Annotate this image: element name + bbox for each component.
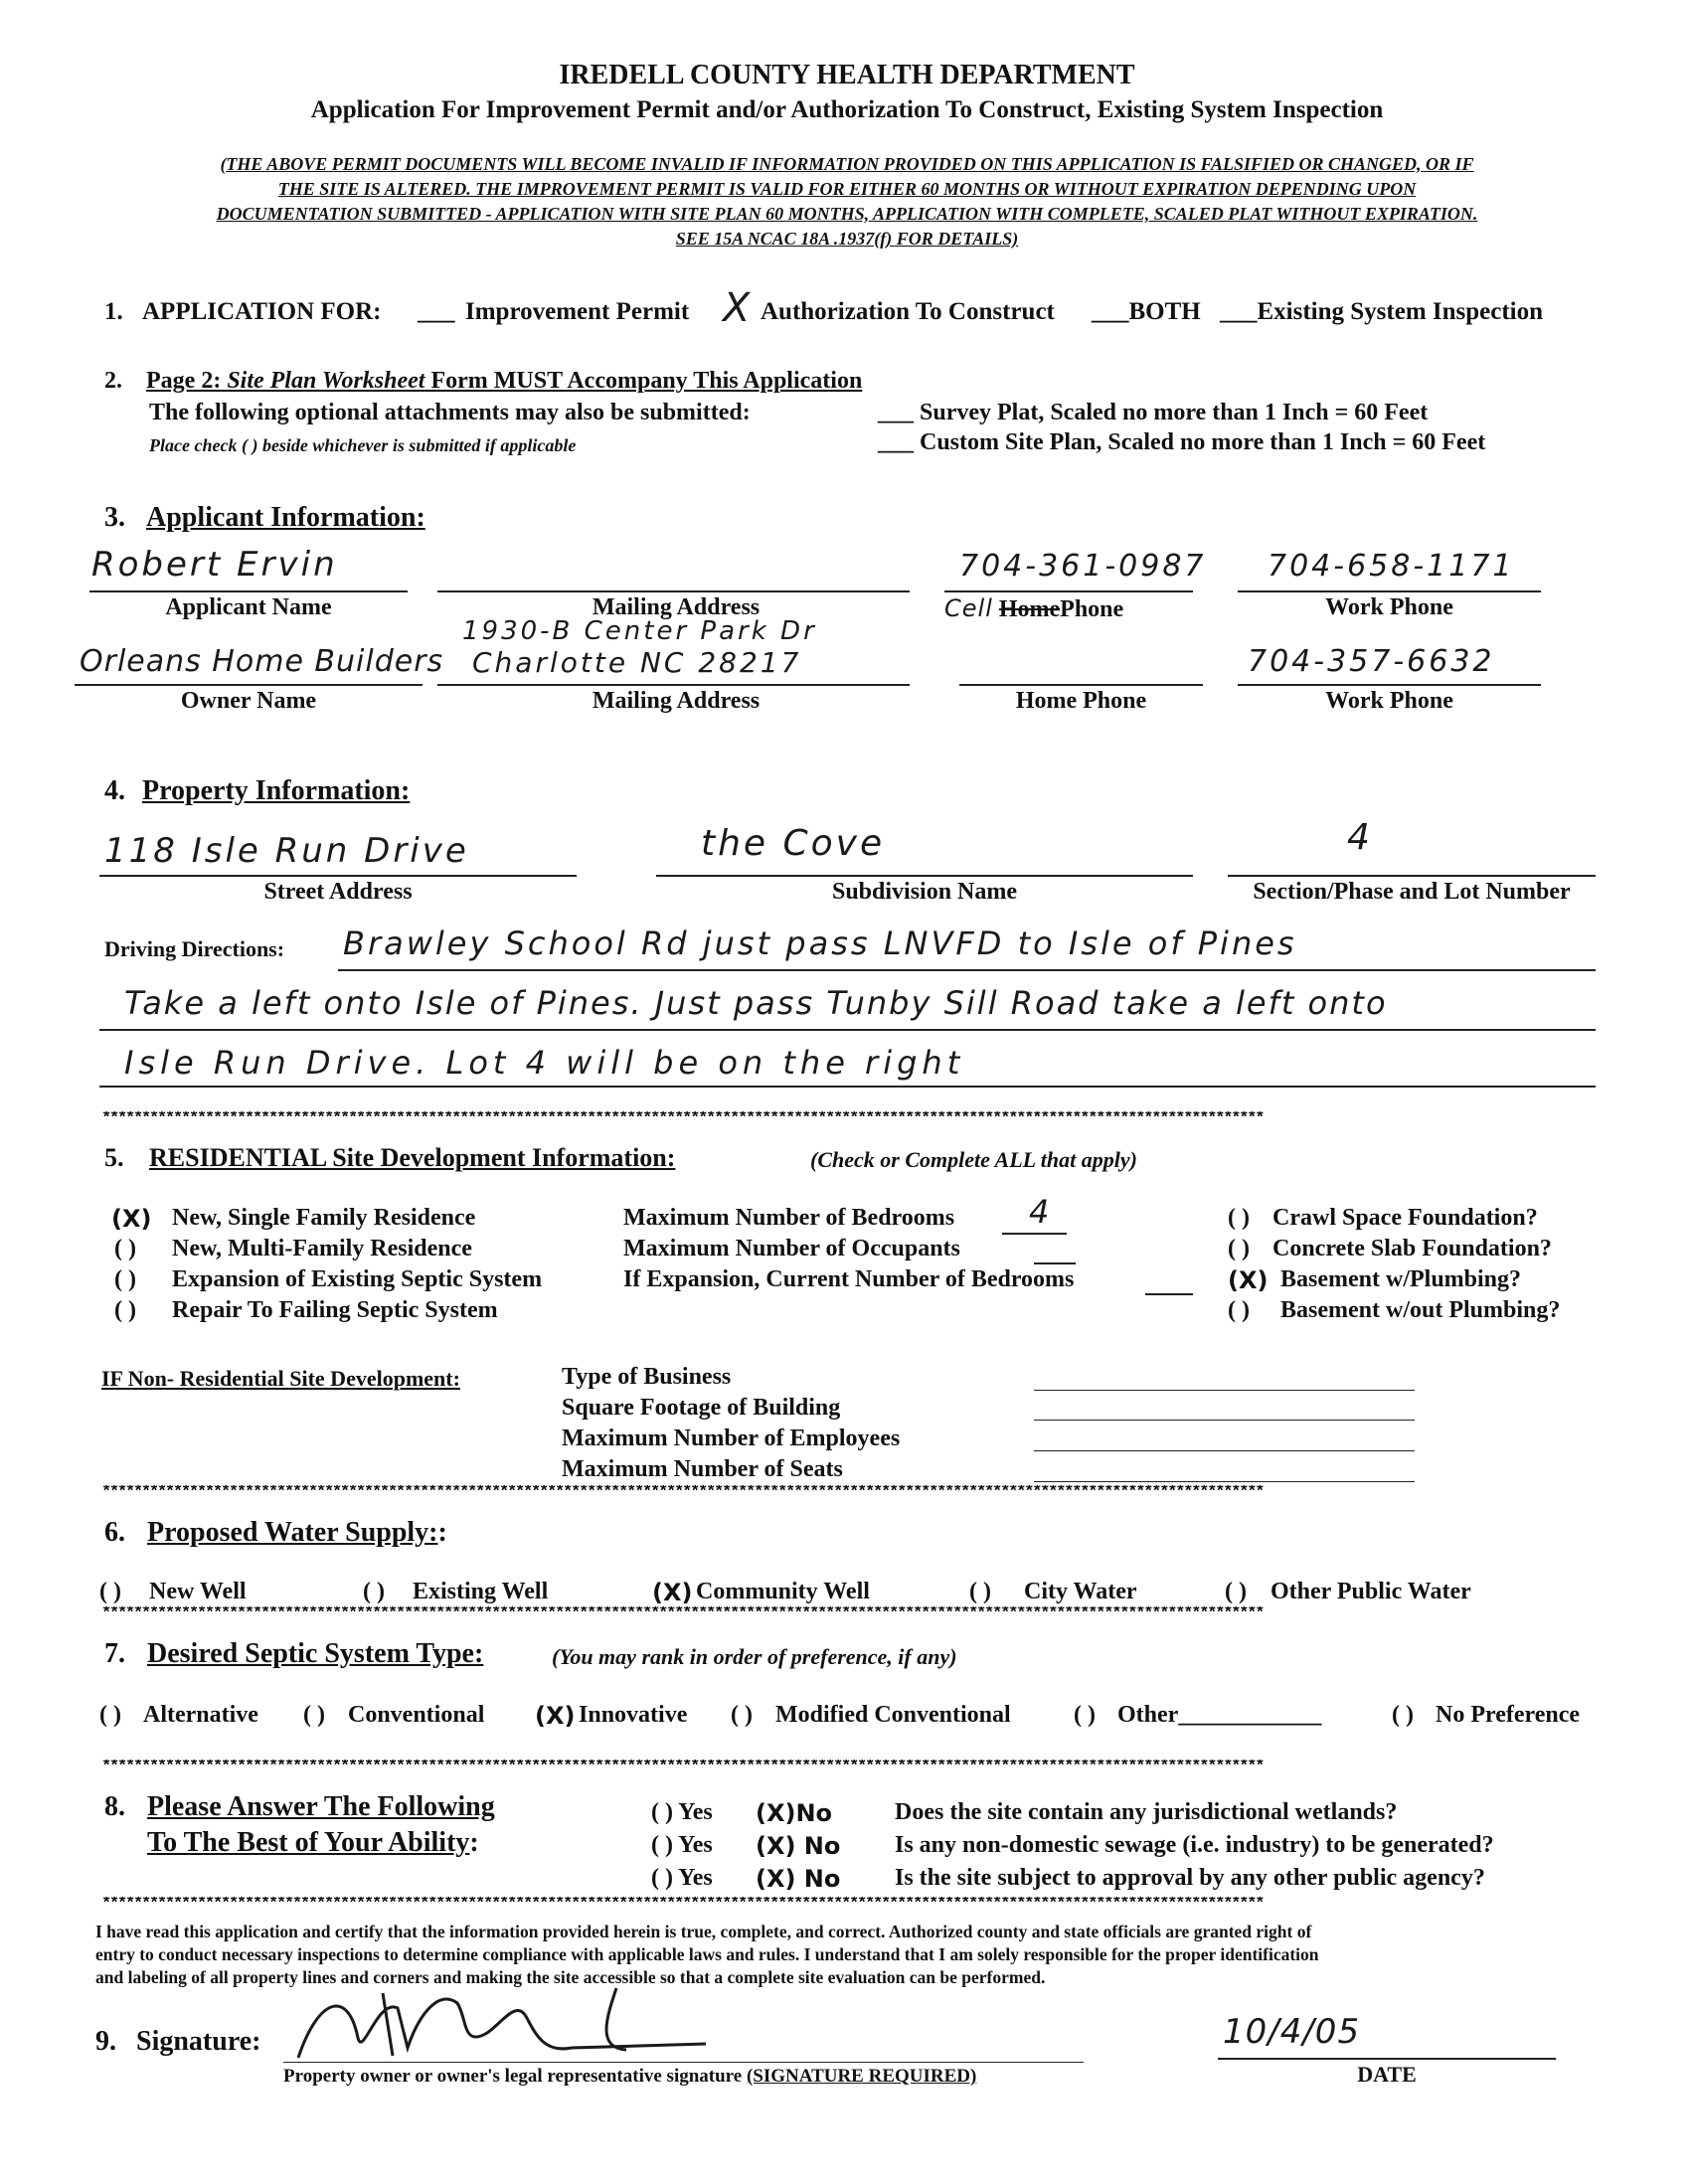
notice-line-2: THE SITE IS ALTERED. THE IMPROVEMENT PERMIT IS VALID FOR EITHER 60 MONTHS OR WITHOUT EXPIRATION DEPENDING UPON: [277, 179, 1417, 199]
owner-name-label: Owner Name: [180, 688, 317, 714]
septic-type-heading: Desired Septic System Type:: [147, 1638, 484, 1669]
no-preference-checkbox[interactable]: ( ): [1392, 1702, 1414, 1728]
questions-heading-line-1: Please Answer The Following: [147, 1791, 495, 1822]
new-well-label: New Well: [149, 1579, 247, 1604]
driving-directions-label: Driving Directions:: [104, 936, 285, 961]
subdivision-label: Subdivision Name: [831, 879, 1018, 905]
section-9-number: 9.: [95, 2026, 116, 2057]
water-supply-heading: Proposed Water Supply::: [147, 1517, 447, 1548]
cell-phone-value[interactable]: 704-361-0987: [959, 549, 1207, 584]
mailing-address-label: Mailing Address: [592, 594, 761, 620]
alternative-label: Alternative: [143, 1702, 258, 1728]
other-public-water-checkbox[interactable]: ( ): [1225, 1579, 1247, 1604]
agency-yes[interactable]: ( ) Yes: [651, 1865, 713, 1891]
conventional-checkbox[interactable]: ( ): [303, 1702, 325, 1728]
work-phone-value[interactable]: 704-658-1171: [1268, 549, 1515, 584]
applicant-info-heading: Applicant Information:: [146, 502, 425, 533]
separator-1: **************************************************************************************************************************************************: [101, 1111, 1264, 1127]
wetlands-no[interactable]: (X)No: [756, 1799, 833, 1827]
owner-name-value[interactable]: Orleans Home Builders: [80, 644, 444, 679]
owner-mailing-label: Mailing Address: [592, 688, 761, 714]
date-label: DATE: [1357, 2062, 1417, 2087]
concrete-slab-label: Concrete Slab Foundation?: [1272, 1236, 1552, 1261]
driving-directions-line-3[interactable]: Isle Run Drive. Lot 4 will be on the right: [124, 1044, 965, 1082]
expansion-checkbox[interactable]: ( ): [114, 1266, 136, 1292]
existing-well-checkbox[interactable]: ( ): [363, 1579, 385, 1604]
max-employees-label: Maximum Number of Employees: [562, 1426, 901, 1451]
crawl-space-checkbox[interactable]: ( ): [1228, 1205, 1250, 1231]
both-option[interactable]: ___BOTH: [1092, 298, 1201, 325]
work-phone-label: Work Phone: [1325, 594, 1453, 620]
community-well-label: Community Well: [696, 1579, 870, 1604]
multi-family-checkbox[interactable]: ( ): [114, 1236, 136, 1261]
wetlands-question: Does the site contain any jurisdictional wetlands?: [895, 1799, 1398, 1825]
owner-work-phone-value[interactable]: 704-357-6632: [1248, 644, 1495, 679]
other-septic-checkbox[interactable]: ( ): [1074, 1702, 1096, 1728]
basement-no-plumbing-label: Basement w/out Plumbing?: [1280, 1297, 1561, 1323]
street-address-label: Street Address: [263, 879, 413, 905]
lot-number-value[interactable]: 4: [1347, 817, 1373, 858]
section-7-number: 7.: [104, 1638, 125, 1669]
property-info-heading: Property Information:: [142, 775, 411, 806]
section-6-number: 6.: [104, 1517, 125, 1548]
new-well-checkbox[interactable]: ( ): [99, 1579, 121, 1604]
home-phone-label: Home Phone: [1015, 688, 1147, 714]
section-1-number: 1.: [104, 298, 123, 325]
max-bedrooms-label: Maximum Number of Bedrooms: [623, 1205, 955, 1231]
residential-heading: RESIDENTIAL Site Development Information:: [149, 1143, 676, 1172]
alternative-checkbox[interactable]: ( ): [99, 1702, 121, 1728]
owner-address-line-1[interactable]: 1930-B Center Park Dr: [462, 616, 817, 646]
other-public-water-label: Other Public Water: [1270, 1579, 1471, 1604]
max-occupants-label: Maximum Number of Occupants: [623, 1236, 960, 1261]
section-5-number: 5.: [104, 1143, 124, 1172]
separator-4: **************************************************************************************************************************************************: [101, 1760, 1264, 1775]
repair-checkbox[interactable]: ( ): [114, 1297, 136, 1323]
multi-family-label: New, Multi-Family Residence: [172, 1236, 472, 1261]
sewage-no[interactable]: (X) No: [756, 1832, 841, 1860]
basement-no-plumbing-checkbox[interactable]: ( ): [1228, 1297, 1250, 1323]
basement-plumbing-label: Basement w/Plumbing?: [1280, 1266, 1522, 1292]
certification-line-1: I have read this application and certify that the information provided herein is true, complete, and correct. Authorized county and state officials are granted right of: [95, 1922, 1312, 1941]
improvement-permit-option: Improvement Permit: [465, 298, 690, 325]
application-for-label: APPLICATION FOR:: [142, 298, 382, 325]
driving-directions-line-1[interactable]: Brawley School Rd just pass LNVFD to Isle of Pines: [343, 924, 1297, 962]
modified-conventional-checkbox[interactable]: ( ): [731, 1702, 753, 1728]
residential-note: (Check or Complete ALL that apply): [810, 1147, 1137, 1172]
signature-label: Signature:: [136, 2026, 261, 2057]
existing-well-label: Existing Well: [413, 1579, 549, 1604]
single-family-checkbox[interactable]: (X): [111, 1205, 152, 1233]
city-water-label: City Water: [1024, 1579, 1137, 1604]
separator-5: **************************************************************************************************************************************************: [101, 1897, 1264, 1913]
section-3-number: 3.: [104, 502, 125, 533]
community-well-checkbox[interactable]: (X): [652, 1579, 693, 1606]
section-8-number: 8.: [104, 1791, 125, 1822]
driving-directions-line-2[interactable]: Take a left onto Isle of Pines. Just pass Tunby Sill Road take a left onto: [124, 984, 1388, 1022]
signature-caption: Property owner or owner's legal representative signature (SIGNATURE REQUIRED): [283, 2066, 977, 2087]
current-bedrooms-label: If Expansion, Current Number of Bedrooms: [623, 1266, 1075, 1292]
owner-work-phone-label: Work Phone: [1325, 688, 1453, 714]
notice-line-4: SEE 15A NCAC 18A .1937(f) FOR DETAILS): [675, 229, 1019, 249]
non-residential-label: IF Non- Residential Site Development:: [101, 1366, 460, 1391]
authorization-check-mark[interactable]: X: [723, 285, 754, 331]
section-2-number: 2.: [104, 368, 122, 394]
applicant-name-label: Applicant Name: [165, 594, 332, 620]
no-preference-label: No Preference: [1436, 1702, 1581, 1728]
sewage-yes[interactable]: ( ) Yes: [651, 1832, 713, 1858]
agency-question: Is the site subject to approval by any other public agency?: [895, 1865, 1485, 1891]
site-plan-requirement: Page 2: Site Plan Worksheet Form MUST Accompany This Application: [146, 368, 863, 394]
improvement-permit-blank[interactable]: ___: [418, 298, 455, 325]
signature-scribble[interactable]: [288, 1978, 706, 2068]
basement-plumbing-checkbox[interactable]: (X): [1228, 1266, 1269, 1294]
applicant-name-value[interactable]: Robert Ervin: [91, 545, 338, 585]
agency-no[interactable]: (X) No: [756, 1865, 841, 1893]
separator-3: **************************************************************************************************************************************************: [101, 1606, 1264, 1622]
expansion-label: Expansion of Existing Septic System: [172, 1266, 543, 1292]
septic-type-note: (You may rank in order of preference, if any): [552, 1644, 957, 1669]
custom-site-plan-option[interactable]: ___ Custom Site Plan, Scaled no more than 1 Inch = 60 Feet: [878, 429, 1486, 455]
certification-line-3: and labeling of all property lines and corners and making the site accessible so that a complete site evaluation can be performed.: [95, 1967, 1046, 1987]
conventional-label: Conventional: [348, 1702, 485, 1728]
modified-conventional-label: Modified Conventional: [775, 1702, 1011, 1728]
notice-line-1: (THE ABOVE PERMIT DOCUMENTS WILL BECOME INVALID IF INFORMATION PROVIDED ON THIS APPLICATION IS FALSIFIED OR CHANGED, OR IF: [220, 154, 1474, 174]
single-family-label: New, Single Family Residence: [172, 1205, 476, 1231]
section-4-number: 4.: [104, 775, 125, 806]
survey-plat-option[interactable]: ___ Survey Plat, Scaled no more than 1 Inch = 60 Feet: [878, 400, 1429, 425]
crawl-space-label: Crawl Space Foundation?: [1272, 1205, 1538, 1231]
separator-2: **************************************************************************************************************************************************: [101, 1485, 1264, 1501]
existing-system-option[interactable]: ___Existing System Inspection: [1220, 298, 1544, 325]
date-value[interactable]: 10/4/05: [1223, 2012, 1361, 2052]
lot-number-label: Section/Phase and Lot Number: [1253, 879, 1571, 905]
innovative-label: Innovative: [579, 1702, 688, 1728]
subdivision-value[interactable]: the Cove: [701, 823, 886, 864]
cell-phone-label: Cell HomePhone: [944, 594, 1124, 622]
innovative-checkbox[interactable]: (X): [535, 1702, 576, 1730]
sewage-question: Is any non-domestic sewage (i.e. industry) to be generated?: [895, 1832, 1494, 1858]
questions-heading-line-2: To The Best of Your Ability:: [147, 1827, 479, 1858]
form-title: IREDELL COUNTY HEALTH DEPARTMENT: [559, 60, 1135, 90]
concrete-slab-checkbox[interactable]: ( ): [1228, 1236, 1250, 1261]
owner-address-line-2[interactable]: Charlotte NC 28217: [472, 646, 802, 679]
certification-line-2: entry to conduct necessary inspections to determine compliance with applicable laws and rules. I understand that I am solely responsible for the proper identification: [95, 1944, 1319, 1964]
wetlands-yes[interactable]: ( ) Yes: [651, 1799, 713, 1825]
form-subtitle: Application For Improvement Permit and/or Authorization To Construct, Existing System Inspection: [310, 96, 1384, 123]
optional-attachments-text: The following optional attachments may also be submitted:: [149, 400, 751, 425]
city-water-checkbox[interactable]: ( ): [969, 1579, 991, 1604]
square-footage-label: Square Footage of Building: [562, 1395, 841, 1421]
max-seats-label: Maximum Number of Seats: [562, 1456, 843, 1482]
type-of-business-label: Type of Business: [562, 1364, 732, 1390]
max-bedrooms-value[interactable]: 4: [1029, 1193, 1053, 1231]
place-check-note: Place check ( ) beside whichever is submitted if applicable: [149, 435, 577, 455]
repair-label: Repair To Failing Septic System: [172, 1297, 498, 1323]
street-address-value[interactable]: 118 Isle Run Drive: [104, 831, 469, 871]
other-septic-label: Other____________: [1117, 1702, 1322, 1728]
notice-line-3: DOCUMENTATION SUBMITTED - APPLICATION WITH SITE PLAN 60 MONTHS, APPLICATION WITH COMPLETE, SCALED PLAT WITHOUT EXPIRATION.: [216, 204, 1478, 224]
authorization-option: Authorization To Construct: [761, 298, 1055, 325]
